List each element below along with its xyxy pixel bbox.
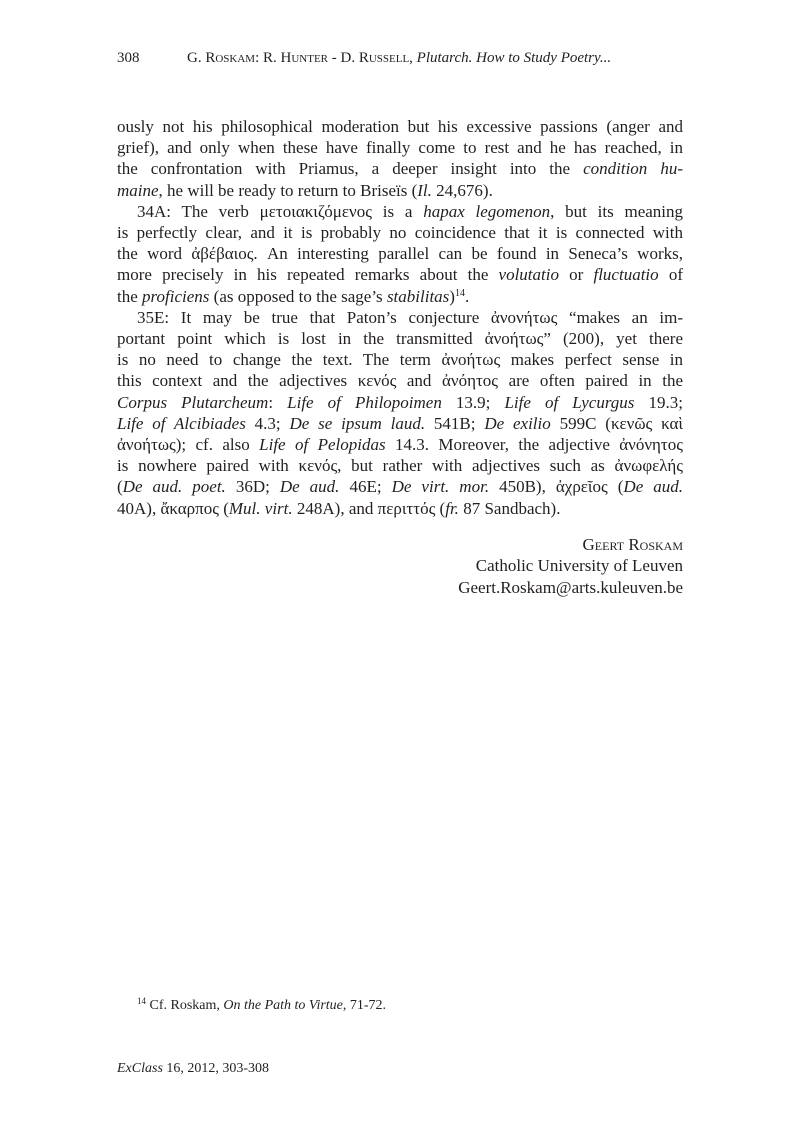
page-footer [117,1061,269,1077]
text-segment: 599C (κενῶς καὶ [550,413,684,433]
header-reviewed-authors: R. Hunter - D. Russell [263,50,410,66]
text-line [117,243,683,264]
italic-text: Life of Pelopidas [259,435,386,455]
italic-text: De aud. [279,477,340,497]
text-segment: 450B), ἀχρεῖος ( [489,477,624,497]
text-line [117,158,683,179]
header-sep: : [255,50,263,66]
footnote-post: , 71-72. [342,998,387,1013]
text-segment: 87 Sandbach). [458,498,561,518]
text-line [117,264,683,285]
body-text [117,116,683,519]
text-segment: is nowhere paired with κενός, but rather with adjectives such as ἀνωφελής [117,456,683,476]
text-segment: 35E: It may be true that Paton’s conjecture ἀνονήτως “makes an im- [137,307,683,327]
text-line [117,328,683,349]
text-line [117,116,683,137]
signature-email[interactable]: Geert.Roskam@arts.kuleuven.be [458,577,683,597]
text-segment: is no need to change the text. The term ἀνοήτως makes perfect sense in [117,350,683,370]
text-segment: 34A: The verb μετοιακιζόμενος is a [137,201,424,221]
text-segment: of [658,265,683,285]
text-segment: ) [449,286,455,306]
italic-text: De aud. [623,477,684,497]
text-segment: 13.9; [441,392,505,412]
text-segment: ἀνοήτως); cf. also [117,435,260,455]
text-segment: 541B; [425,413,485,433]
text-segment: the confrontation with Priamus, a deeper insight into the [117,159,584,179]
footnote [137,998,386,1014]
footnote-title: On the Path to Virtue [223,998,343,1013]
text-segment: or [558,265,594,285]
text-line [117,286,683,307]
italic-text: maine [117,180,159,200]
text-line [117,370,683,391]
paragraph [117,116,683,201]
signature-name: Geert Roskam [582,535,683,554]
text-line [117,222,683,243]
italic-text: De exilio [484,413,551,433]
text-line [117,137,683,158]
footer-journal: ExClass [117,1061,163,1076]
italic-text: hapax legomenon [423,201,551,221]
text-line [117,413,683,434]
italic-text: Life of Alcibiades [117,413,246,433]
signature-affiliation: Catholic University of Leuven [475,556,683,576]
text-segment: 36D; [225,477,280,497]
footnote-number: 14 [137,996,146,1006]
page-number: 308 [117,50,140,66]
text-segment: , he will be ready to return to Briseïs ( [158,180,418,200]
text-segment: 46E; [339,477,392,497]
text-segment: the word ἀβέβαιος. An interesting parallel can be found in Seneca’s works, [117,244,683,264]
text-line [117,434,683,455]
italic-text: Il. [417,180,432,200]
text-segment: ( [117,477,123,497]
text-segment: ously not his philosophical moderation but his excessive passions (anger and [117,117,683,136]
text-line [117,307,683,328]
italic-text: condition hu- [583,159,683,179]
italic-text: fr. [445,498,459,518]
footer-citation: 16, 2012, 303-308 [162,1061,270,1076]
footnote-pre: Cf. Roskam, [146,998,224,1013]
text-segment: : [268,392,288,412]
text-line [117,455,683,476]
header-comma: , [409,50,417,66]
text-segment: 24,676). [431,180,493,200]
text-segment: , but its meaning [550,201,684,221]
text-segment: 40A), ἄκαρπος ( [117,498,229,518]
italic-text: stabilitas [386,286,450,306]
text-segment: grief), and only when these have finally come to rest and he has reached, in [117,138,683,158]
text-segment: portant point which is lost in the transmitted ἀνοήτως” (200), yet there [117,329,683,349]
text-segment: is perfectly clear, and it is probably no coincidence that it is connected with [117,223,683,243]
signature-block [458,534,683,598]
italic-text: fluctuatio [593,265,659,285]
text-segment: more precisely in his repeated remarks about the [117,265,499,285]
italic-text: De virt. mor. [391,477,490,497]
running-header [117,50,611,67]
header-author: G. Roskam [187,50,256,66]
text-segment: 14.3. Moreover, the adjective ἀνόνητος [385,435,683,455]
text-segment: 248A), and περιττός ( [292,498,446,518]
footnote-ref: 14 [454,287,465,299]
italic-text: proficiens [142,286,210,306]
italic-text: De aud. poet. [122,477,226,497]
text-segment: . [464,286,470,306]
italic-text: Life of Philopoimen [287,392,442,412]
italic-text: Life of Lycurgus [504,392,635,412]
text-segment: 4.3; [245,413,290,433]
paragraph [117,307,683,519]
paragraph [117,201,683,307]
text-line [117,349,683,370]
text-segment: this context and the adjectives κενός and ἀνόητος are often paired in the [117,371,683,391]
italic-text: De se ipsum laud. [289,413,426,433]
italic-text: volutatio [498,265,559,285]
italic-text: Mul. virt. [228,498,293,518]
text-line [117,392,683,413]
header-title: Plutarch. How to Study Poetry... [416,50,612,66]
text-segment: (as opposed to the sage’s [209,286,387,306]
text-line [117,476,683,497]
text-segment: 19.3; [634,392,683,412]
text-line [117,201,683,222]
text-segment: the [117,286,143,306]
text-line [117,180,683,201]
text-line [117,498,683,519]
italic-text: Corpus Plutarcheum [117,392,269,412]
